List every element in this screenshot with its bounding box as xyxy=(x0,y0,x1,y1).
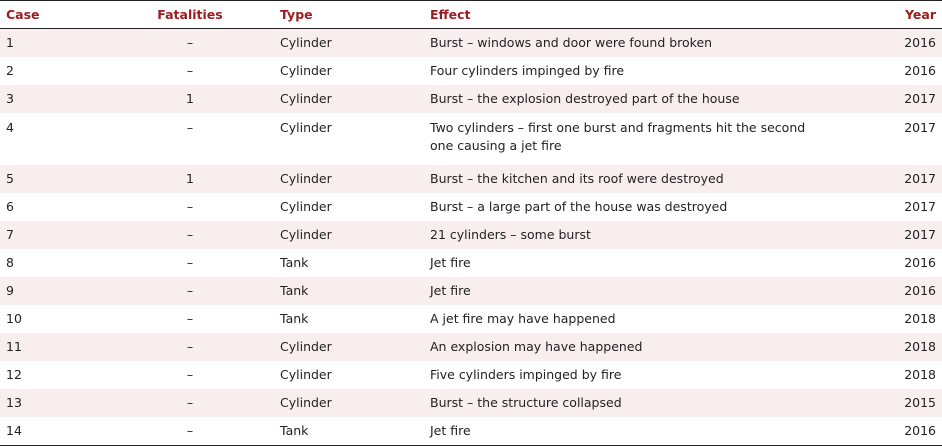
cell-case: 8 xyxy=(0,249,110,277)
cell-year: 2017 xyxy=(822,193,942,221)
cell-type: Cylinder xyxy=(270,389,422,417)
cell-type: Cylinder xyxy=(270,85,422,113)
cell-case: 11 xyxy=(0,333,110,361)
table-row xyxy=(0,417,942,446)
cell-year: 2018 xyxy=(822,333,942,361)
cell-effect: Burst – windows and door were found broken xyxy=(422,29,822,58)
header-row xyxy=(0,1,942,29)
cell-year: 2018 xyxy=(822,305,942,333)
cell-fatalities: – xyxy=(110,333,270,361)
table-row xyxy=(0,221,942,249)
cell-case: 13 xyxy=(0,389,110,417)
table-row xyxy=(0,305,942,333)
cell-case: 6 xyxy=(0,193,110,221)
cell-effect: A jet fire may have happened xyxy=(422,305,822,333)
cell-effect: Jet fire xyxy=(422,417,822,446)
cell-fatalities: 1 xyxy=(110,165,270,193)
header-year: Year xyxy=(822,1,942,29)
cell-type: Cylinder xyxy=(270,57,422,85)
cell-effect: 21 cylinders – some burst xyxy=(422,221,822,249)
cell-type: Cylinder xyxy=(270,361,422,389)
cell-fatalities: – xyxy=(110,57,270,85)
cell-fatalities: 1 xyxy=(110,85,270,113)
cell-effect: An explosion may have happened xyxy=(422,333,822,361)
cell-case: 7 xyxy=(0,221,110,249)
cell-year: 2017 xyxy=(822,85,942,113)
table-row xyxy=(0,113,942,165)
cell-type: Cylinder xyxy=(270,113,422,165)
cell-year: 2017 xyxy=(822,221,942,249)
cell-case: 3 xyxy=(0,85,110,113)
cell-fatalities: – xyxy=(110,221,270,249)
cell-type: Cylinder xyxy=(270,221,422,249)
table-row xyxy=(0,57,942,85)
cell-fatalities: – xyxy=(110,361,270,389)
cell-type: Cylinder xyxy=(270,193,422,221)
cell-year: 2017 xyxy=(822,165,942,193)
table-row xyxy=(0,361,942,389)
cell-case: 14 xyxy=(0,417,110,446)
cell-fatalities: – xyxy=(110,277,270,305)
cell-year: 2016 xyxy=(822,249,942,277)
cell-type: Cylinder xyxy=(270,333,422,361)
header-effect: Effect xyxy=(422,1,822,29)
cell-case: 1 xyxy=(0,29,110,58)
cell-year: 2016 xyxy=(822,29,942,58)
header-case: Case xyxy=(0,1,110,29)
cell-fatalities: – xyxy=(110,29,270,58)
table-row xyxy=(0,333,942,361)
cell-type: Tank xyxy=(270,277,422,305)
cell-case: 12 xyxy=(0,361,110,389)
cell-type: Cylinder xyxy=(270,29,422,58)
cell-year: 2018 xyxy=(822,361,942,389)
cell-year: 2016 xyxy=(822,417,942,446)
table-row xyxy=(0,193,942,221)
cell-type: Tank xyxy=(270,417,422,446)
cell-effect: Burst – a large part of the house was destroyed xyxy=(422,193,822,221)
cell-case: 4 xyxy=(0,113,110,165)
cell-effect: Four cylinders impinged by fire xyxy=(422,57,822,85)
cell-fatalities: – xyxy=(110,417,270,446)
table-row xyxy=(0,249,942,277)
cell-case: 9 xyxy=(0,277,110,305)
cell-fatalities: – xyxy=(110,389,270,417)
cell-year: 2016 xyxy=(822,57,942,85)
cell-effect: Burst – the structure collapsed xyxy=(422,389,822,417)
table-row xyxy=(0,29,942,58)
header-type: Type xyxy=(270,1,422,29)
cell-type: Tank xyxy=(270,305,422,333)
cell-fatalities: – xyxy=(110,193,270,221)
cell-year: 2015 xyxy=(822,389,942,417)
cell-type: Tank xyxy=(270,249,422,277)
cell-effect: Five cylinders impinged by fire xyxy=(422,361,822,389)
cell-case: 2 xyxy=(0,57,110,85)
cell-type: Cylinder xyxy=(270,165,422,193)
cell-effect: Burst – the kitchen and its roof were destroyed xyxy=(422,165,822,193)
cell-fatalities: – xyxy=(110,305,270,333)
header-fatalities: Fatalities xyxy=(110,1,270,29)
cell-year: 2017 xyxy=(822,113,942,165)
table-row xyxy=(0,389,942,417)
table-row xyxy=(0,85,942,113)
cell-effect: Jet fire xyxy=(422,277,822,305)
table-row xyxy=(0,165,942,193)
table-row xyxy=(0,277,942,305)
cell-case: 10 xyxy=(0,305,110,333)
cell-fatalities: – xyxy=(110,113,270,165)
cell-effect: Burst – the explosion destroyed part of the house xyxy=(422,85,822,113)
cell-case: 5 xyxy=(0,165,110,193)
cell-year: 2016 xyxy=(822,277,942,305)
cell-effect: Jet fire xyxy=(422,249,822,277)
cell-effect: Two cylinders – first one burst and fragments hit the second one causing a jet fire xyxy=(422,113,822,165)
cell-fatalities: – xyxy=(110,249,270,277)
